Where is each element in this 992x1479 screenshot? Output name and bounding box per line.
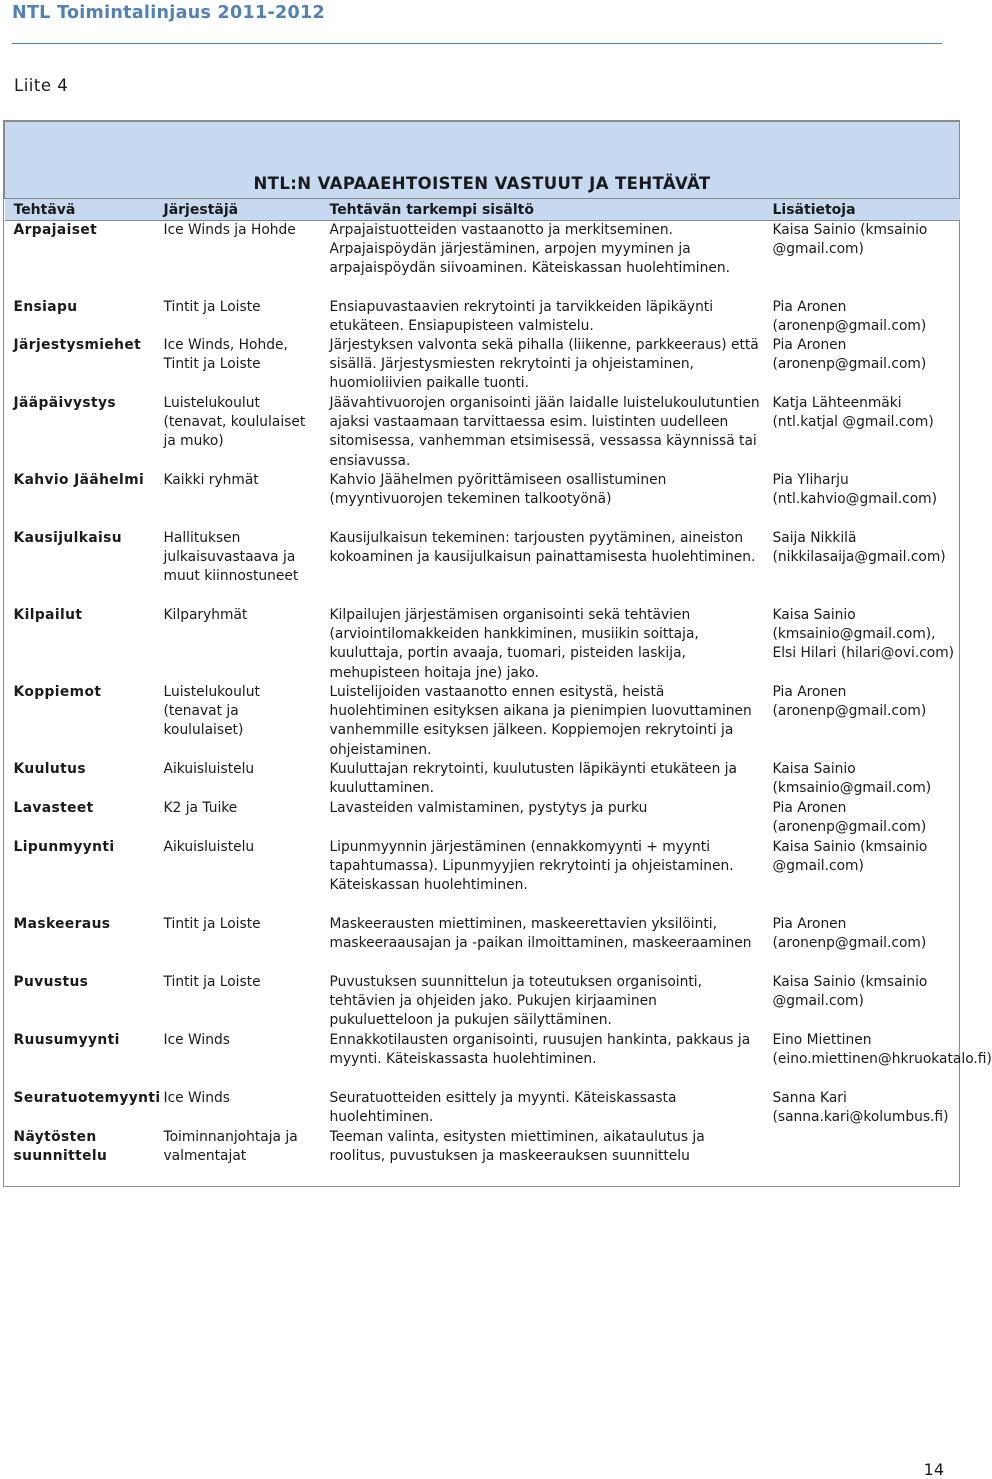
cell-task: Ruusumyynti [13,1031,120,1048]
table-row [5,529,960,606]
cell-organizer: K2 ja Tuike [163,799,238,816]
responsibilities-table [4,121,992,1186]
cell-organizer: Toiminnanjohtaja ja valmentajat [163,1128,298,1165]
cell-info: Kaisa Sainio (kmsainio@gmail.com), Elsi Hilari (hilari@ovi.com) [772,606,955,662]
cell-task: Järjestysmiehet [13,336,142,353]
cell-info [764,1128,960,1186]
cell-details: Maskeerausten miettiminen, maskeerettavien yksilöinti, maskeeraausajan ja -paikan ilmoittaminen, maskeeraaminen [329,915,752,952]
cell-details: Kilpailujen järjestämisen organisointi sekä tehtävien (arviointilomakkeiden hankkiminen, musiikin soittaja, kuuluttaja, portin avaaja, tuomari, pisteiden laskija, mehupisteen hoitaja jne) jako. [329,606,699,681]
table-row [5,336,960,394]
table-row [5,1128,960,1186]
cell-info: Pia Aronen (aronenp@gmail.com) [772,298,927,334]
cell-info: Pia Aronen (aronenp@gmail.com) [772,915,927,952]
cell-task: Kahvio Jäähelmi [13,471,145,488]
cell-task: Kausijulkaisu [13,529,122,546]
cell-info: Kaisa Sainio (kmsainio @gmail.com) [772,973,928,1010]
cell-details: Kahvio Jäähelmen pyörittämiseen osallistuminen (myyntivuorojen tekeminen talkootyönä) [329,471,667,508]
appendix-label: Liite 4 [14,76,69,95]
cell-details: Kausijulkaisun tekeminen: tarjousten pyytäminen, aineiston kokoaminen ja kausijulkaisun painattamisesta huolehtiminen. [329,529,756,566]
table-row [5,471,960,529]
cell-details: Lavasteiden valmistaminen, pystytys ja purku [329,799,648,816]
cell-organizer: Luistelukoulut (tenavat, koululaiset ja muko) [163,394,306,450]
cell-details: Puvustuksen suunnittelun ja toteutuksen organisointi, tehtävien ja ohjeiden jako. Pukujen kirjaaminen pukuluetteloon ja pukujen säilyttäminen. [329,973,702,1029]
cell-organizer: Ice Winds [163,1089,230,1106]
cell-task: Kuulutus [13,760,86,777]
cell-info: Katja Lähteenmäki (ntl.katjal @gmail.com) [772,394,934,431]
cell-task: Näytösten suunnittelu [13,1128,108,1165]
table-row [5,799,960,838]
cell-task: Lipunmyynti [13,838,115,855]
cell-details: Seuratuotteiden esittely ja myynti. Käteiskassasta huolehtiminen. [329,1089,677,1126]
table-row [5,973,960,1031]
table-row [5,683,960,760]
cell-organizer: Ice Winds [163,1031,230,1048]
column-header-info: Lisätietoja [764,199,960,221]
cell-organizer: Tintit ja Loiste [163,973,261,990]
table-row [5,606,960,683]
cell-details: Kuuluttajan rekrytointi, kuulutusten läpikäynti etukäteen ja kuuluttaminen. [329,760,738,797]
cell-details: Ensiapuvastaavien rekrytointi ja tarvikkeiden läpikäynti etukäteen. Ensiapupisteen valmistelu. [329,298,714,334]
cell-info: Saija Nikkilä (nikkilasaija@gmail.com) [772,529,946,566]
cell-task: Puvustus [13,973,89,990]
table-row [5,221,960,298]
cell-organizer: Aikuisluistelu [163,760,255,777]
page-number: 14 [923,1460,944,1479]
cell-task: Maskeeraus [13,915,111,932]
cell-organizer: Kaikki ryhmät [163,471,259,488]
cell-organizer: Ice Winds, Hohde, Tintit ja Loiste [163,336,288,373]
cell-organizer: Kilparyhmät [163,606,248,623]
cell-info: Pia Aronen (aronenp@gmail.com) [772,799,927,836]
cell-details [321,838,764,915]
responsibilities-table-container [3,120,992,1187]
table-row [5,1031,960,1089]
cell-info: Kaisa Sainio (kmsainio @gmail.com) [772,838,928,875]
cell-organizer: Ice Winds ja Hohde [163,222,296,238]
table-row [5,394,960,471]
cell-organizer: Aikuisluistelu [163,838,255,855]
cell-details: Jäävahtivuorojen organisointi jään laidalle luistelukoulutuntien ajaksi vastaamaan tarvittaessa esim. luistinten uudelleen sitomisessa, vanhemman etsimisessä, vessassa käynnissä tai ensiavussa. [329,394,760,469]
document-header-title: NTL Toimintalinjaus 2011-2012 [12,3,325,23]
cell-info: Eino Miettinen (eino.miettinen@hkruokatalo.fi) [772,1031,992,1068]
column-header-organizer: Järjestäjä [155,199,321,221]
cell-organizer: Tintit ja Loiste [163,915,261,932]
header-rule [12,43,942,44]
cell-info: Sanna Kari (sanna.kari@kolumbus.fi) [772,1089,949,1126]
cell-task: Lavasteet [13,799,94,816]
cell-details: Järjestyksen valvonta sekä pihalla (liikenne, parkkeeraus) että sisällä. Järjestysmiesten rekrytointi ja ohjeistaminen, huomioliivien paikalle tuonti. [329,336,759,392]
cell-task: Seuratuotemyynti [13,1089,161,1106]
column-header-details: Tehtävän tarkempi sisältö [321,199,764,221]
table-row [5,760,960,799]
cell-task: Kilpailut [13,606,83,623]
cell-info: Pia Aronen (aronenp@gmail.com) [772,683,927,720]
column-header-task: Tehtävä [5,199,155,221]
cell-details: Luistelijoiden vastaanotto ennen esitystä, heistä huolehtiminen esityksen aikana ja pienimpien luovuttaminen vanhemmille esityksen jälkeen. Koppiemojen rekrytointi ja ohjeistaminen. [329,683,752,758]
cell-details: Teeman valinta, esitysten miettiminen, aikataulutus ja roolitus, puvustuksen ja maskeerauksen suunnittelu [329,1128,705,1165]
cell-organizer: Hallituksen julkaisuvastaava ja muut kiinnostuneet [163,529,299,585]
cell-info: Pia Aronen (aronenp@gmail.com) [772,336,927,373]
cell-details: Ennakkotilausten organisointi, ruusujen hankinta, pakkaus ja myynti. Käteiskassasta huolehtiminen. [329,1031,751,1068]
cell-organizer: Tintit ja Loiste [163,298,261,315]
cell-details: Arpajaistuotteiden vastaanotto ja merkitseminen. Arpajaispöydän järjestäminen, arpojen myyminen ja arpajaispöydän siivoaminen. Käteiskassan huolehtiminen. [329,222,731,277]
table-row [5,915,960,973]
cell-details-extra: Käteiskassan huolehtiminen. [329,877,528,894]
cell-task: Ensiapu [13,298,78,315]
cell-info: Kaisa Sainio (kmsainio@gmail.com) [772,760,932,797]
cell-task: Jääpäivystys [13,394,116,411]
table-row [5,298,960,336]
table-row [5,1089,960,1128]
table-title: NTL:N VAPAAEHTOISTEN VASTUUT JA TEHTÄVÄT [5,122,960,199]
cell-task: Arpajaiset [13,222,98,238]
cell-task: Koppiemot [13,683,102,700]
cell-organizer: Luistelukoulut (tenavat ja koululaiset) [163,683,260,739]
table-row [5,838,960,915]
cell-info: Pia Yliharju (ntl.kahvio@gmail.com) [772,471,937,508]
cell-details-text: Lipunmyynnin järjestäminen (ennakkomyynti + myynti tapahtumassa). Lipunmyyjien rekrytointi ja ohjeistaminen. [329,838,734,875]
cell-info: Kaisa Sainio (kmsainio @gmail.com) [772,222,928,258]
